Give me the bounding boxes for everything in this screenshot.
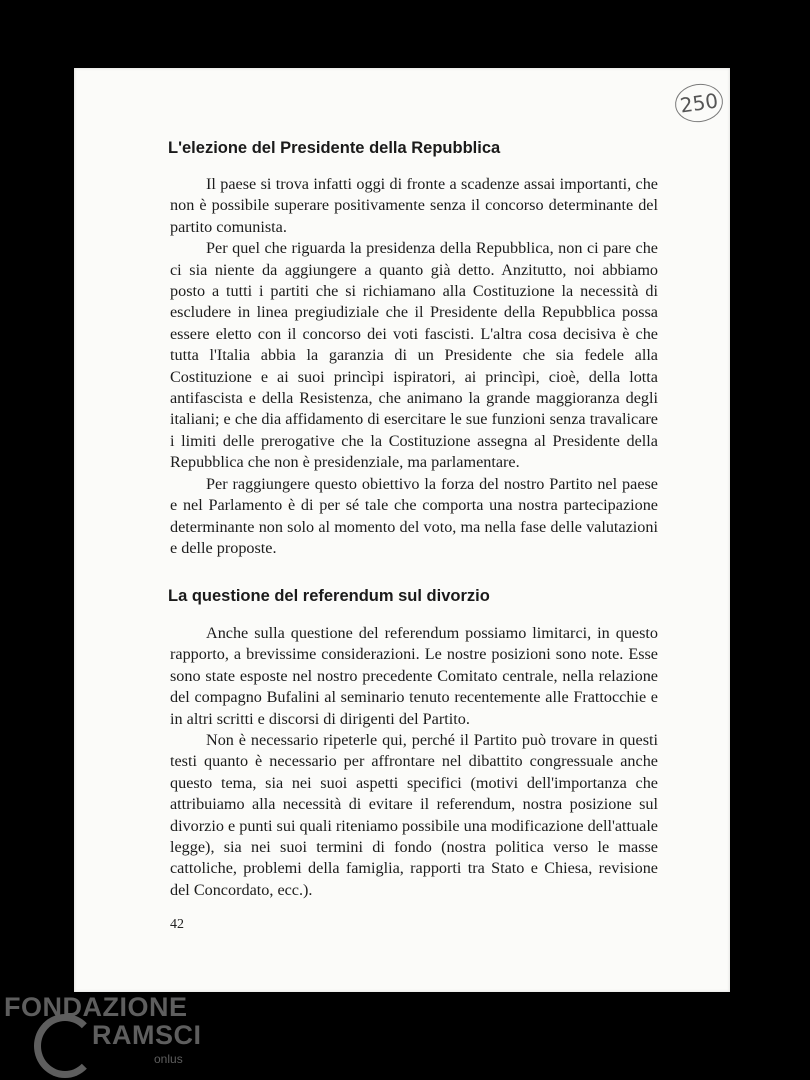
paragraph: Il paese si trova infatti oggi di fronte a scadenze assai importanti, che non è possibile superare positivamente senza il concorso determinante del partito comunista.	[170, 175, 658, 236]
paragraph: Anche sulla questione del referendum possiamo limitarci, in questo rapporto, a brevissime considerazioni. Le nostre posizioni sono note. Esse sono state esposte nel nostro precedente Comitato centrale, nella relazione del compagno Bufalini al seminario tenuto recentemente alle Frattocchie e in altri scritti e discorsi di dirigenti del Partito.	[170, 624, 658, 728]
paragraph: Per raggiungere questo obiettivo la forza del nostro Partito nel paese e nel Parlamento è di per sé tale che comporta una nostra partecipazione determinante non solo al momento del voto, ma nella fase delle valutazioni e delle proposte.	[170, 474, 658, 557]
section-heading-presidente: L'elezione del Presidente della Repubblica	[168, 139, 501, 157]
watermark-line3: onlus	[154, 1052, 183, 1066]
watermark-line2: RAMSCI	[92, 1020, 202, 1050]
section-body-referendum	[170, 623, 658, 901]
paragraph: Non è necessario ripeterle qui, perché il Partito può trovare in questi testi quanto è necessario per affrontare nel dibattito congressuale anche questo tema, sia nei suoi aspetti specifici (motivi dell'importanza che attribuiamo alla necessità di evitare il referendum, nostra posizione sul divorzio e punti sui quali riteniamo possibile una modificazione dell'attuale legge), sia nei suoi termini di fondo (nostra politica verso le masse cattoliche, problemi della famiglia, rapporti tra Stato e Chiesa, revisione del Concordato, ecc.).	[170, 731, 658, 899]
watermark-line1: FONDAZIONE	[4, 992, 188, 1022]
paragraph: Per quel che riguarda la presidenza della Repubblica, non ci pare che ci sia niente da aggiungere a quanto già detto. Anzitutto, noi abbiamo posto a tutti i partiti che si richiamano alla Costituzione la necessità di escludere in linea pregiudiziale che il Presidente della Repubblica possa essere eletto con il concorso dei voti fascisti. L'altra cosa decisiva è che tutta l'Italia abbia la garanzia di un Presidente che sia fedele alla Costituzione e ai suoi princìpi ispiratori, ai princìpi, cioè, della lotta antifascista e della Resistenza, che animano la grande maggioranza degli italiani; e che dia affidamento di esercitare le sue funzioni senza travalicare i limiti delle prerogative che la Costituzione assegna al Presidente della Repubblica che non è presidenziale, ma parlamentare.	[170, 239, 658, 472]
page-number: 42	[170, 917, 184, 932]
watermark-g-logo-icon	[34, 1014, 96, 1078]
section-heading-referendum: La questione del referendum sul divorzio	[168, 587, 490, 605]
handwritten-page-number: 250	[673, 81, 726, 125]
section-body-presidente	[170, 174, 658, 559]
